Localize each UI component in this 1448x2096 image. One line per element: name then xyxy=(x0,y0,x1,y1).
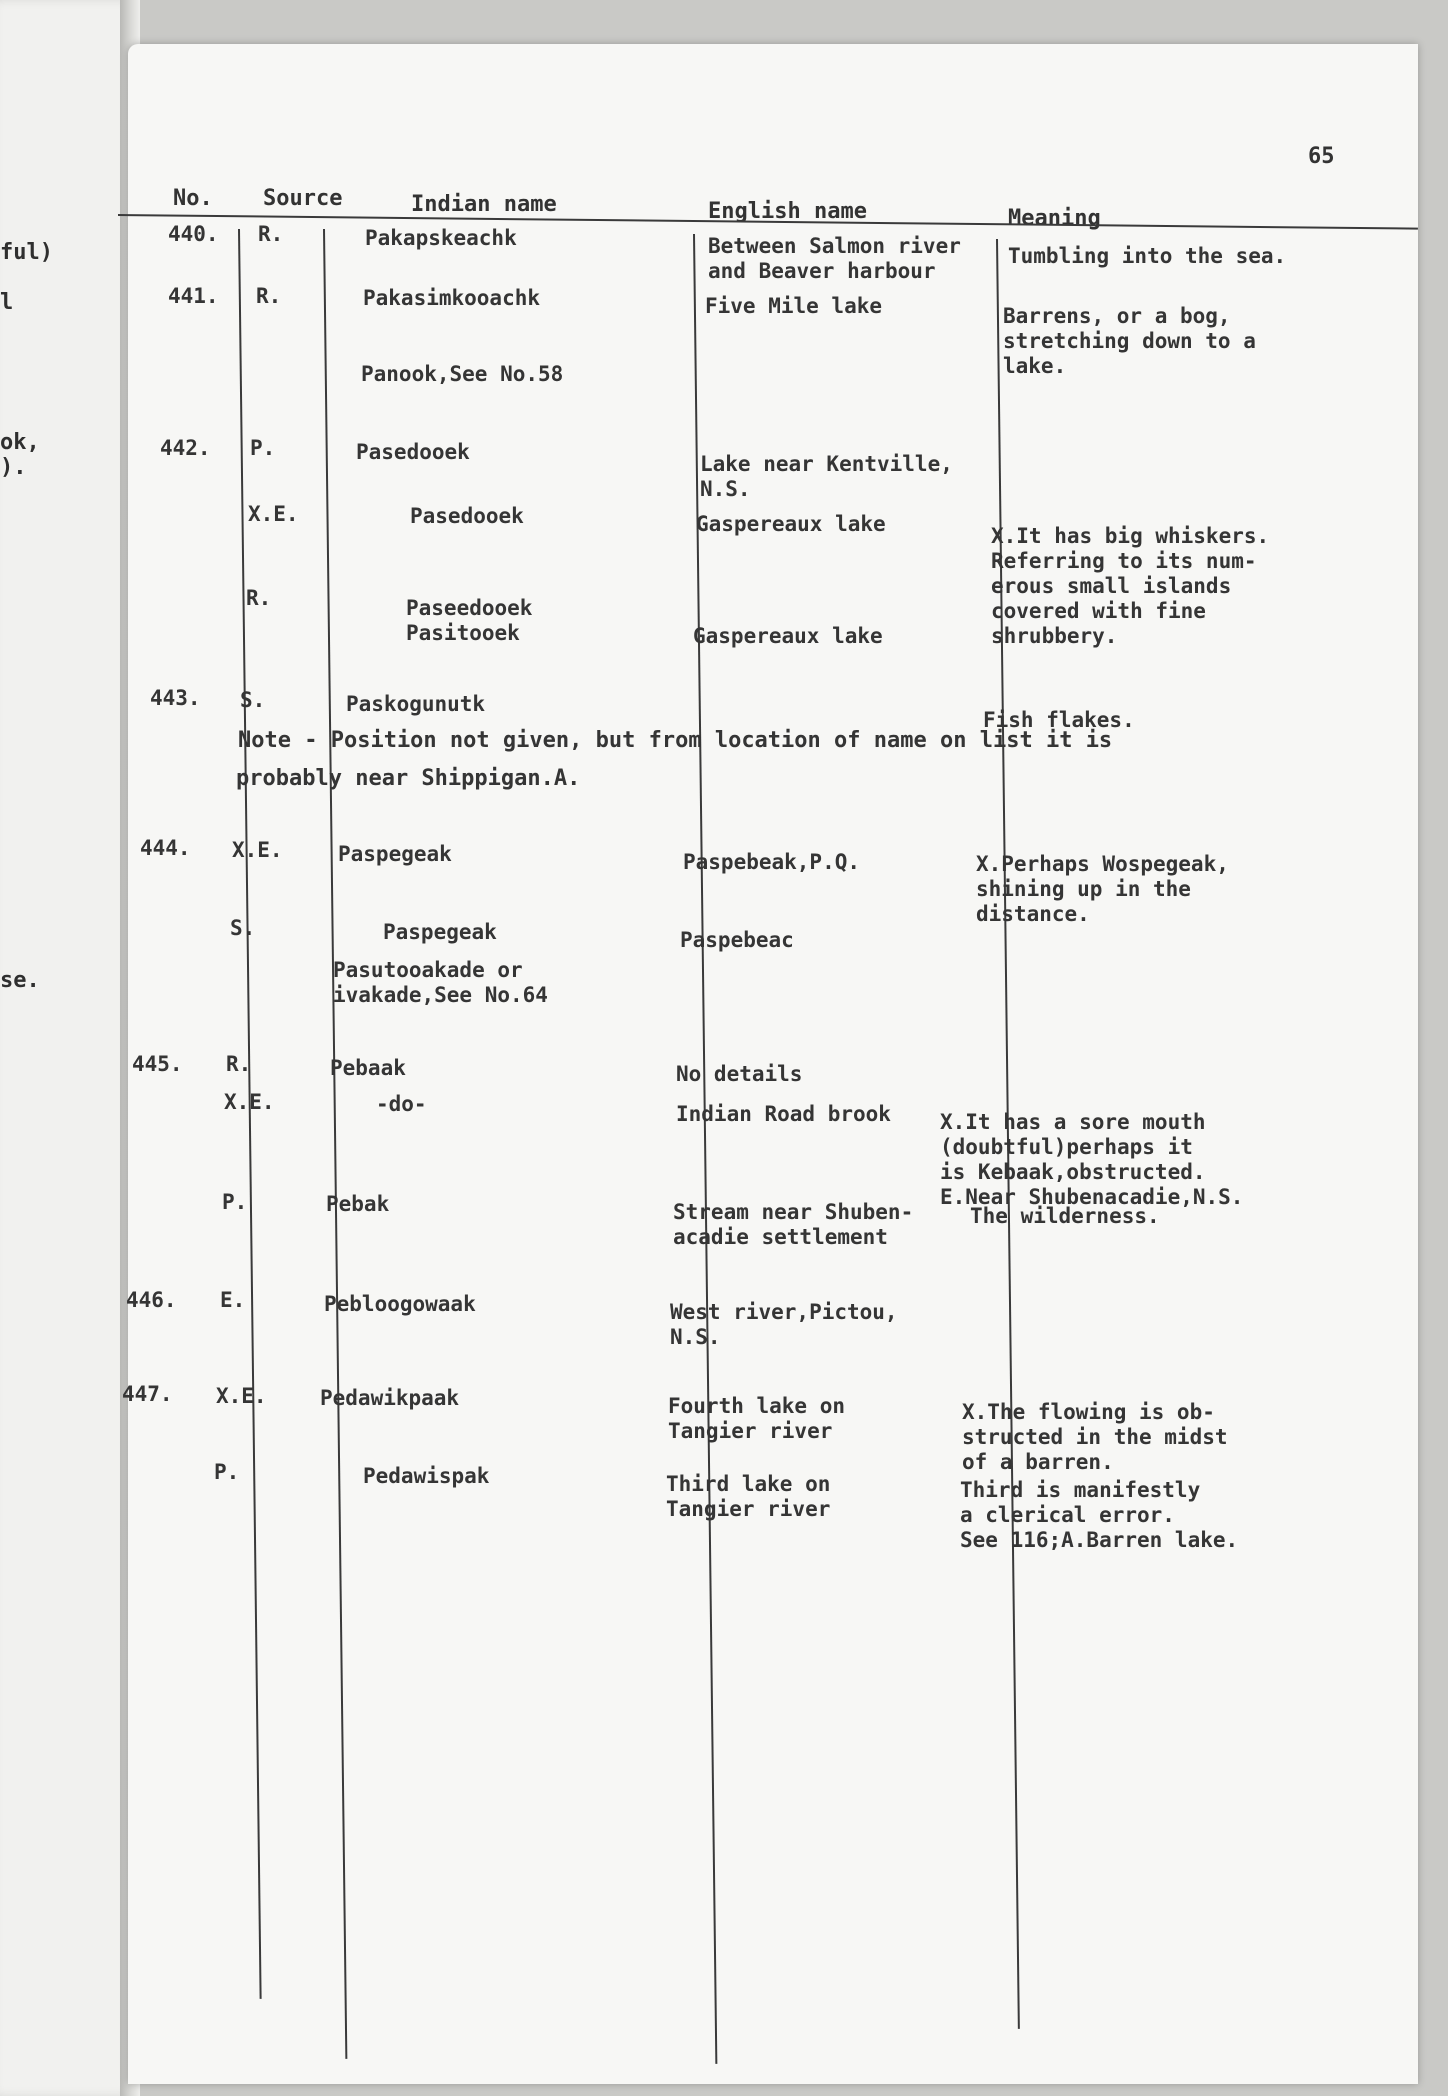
left-fragment-4: ). xyxy=(0,455,27,480)
rule-source-indian xyxy=(323,229,347,2059)
header-english-name: English name xyxy=(708,199,867,224)
entry-444-indian: Paspegeak xyxy=(338,842,452,866)
entry-445-p-source: P. xyxy=(222,1190,248,1214)
left-fragment-1: ful) xyxy=(0,240,53,265)
entry-445-p-indian: Pebak xyxy=(326,1192,390,1216)
entry-445-english: No details xyxy=(676,1062,803,1086)
entry-447-p-meaning: Third is manifestly a clerical error. See 116;A.Barren lake. xyxy=(960,1478,1239,1552)
entry-443-source: S. xyxy=(240,688,266,712)
entry-445-indian: Pebaak xyxy=(330,1056,406,1080)
entry-443-note-line1: Note - Position not given, but from location of name on list it is xyxy=(238,728,1113,753)
entry-440-meaning: Tumbling into the sea. xyxy=(1008,244,1287,268)
entry-445-xe-meaning: X.It has a sore mouth (doubtful)perhaps it is Kebaak,obstructed. E.Near Shubenacadie,N.S. xyxy=(940,1110,1244,1209)
entry-442-xe-source: X.E. xyxy=(248,502,299,526)
entry-444-s-indian: Paspegeak xyxy=(383,920,497,944)
entry-446-indian: Pebloogowaak xyxy=(324,1292,476,1316)
entry-panook-indian: Panook,See No.58 xyxy=(361,362,564,386)
entry-441-source: R. xyxy=(256,284,282,308)
entry-447-indian: Pedawikpaak xyxy=(320,1386,460,1410)
entry-446-no: 446. xyxy=(126,1288,177,1312)
entry-440-english: Between Salmon river and Beaver harbour xyxy=(708,234,961,283)
entry-445-no: 445. xyxy=(132,1052,183,1076)
entry-442-xe-english: Gaspereaux lake xyxy=(696,512,886,536)
entry-444-meaning: X.Perhaps Wospegeak, shining up in the distance. xyxy=(976,852,1229,926)
entry-443-indian: Paskogunutk xyxy=(346,692,486,716)
entry-447-p-indian: Pedawispak xyxy=(363,1464,490,1488)
entry-447-p-source: P. xyxy=(214,1460,240,1484)
entry-446-english: West river,Pictou, N.S. xyxy=(670,1300,898,1349)
entry-445-xe-source: X.E. xyxy=(224,1090,275,1114)
entry-445-xe-indian: -do- xyxy=(376,1092,427,1116)
entry-444-source: X.E. xyxy=(232,838,283,862)
entry-441-english: Five Mile lake xyxy=(705,294,883,318)
left-fragment-5: se. xyxy=(0,968,40,993)
entry-447-source: X.E. xyxy=(216,1384,267,1408)
entry-444-english: Paspebeak,P.Q. xyxy=(683,850,861,874)
entry-445-p-english: Stream near Shuben- acadie settlement xyxy=(673,1200,914,1249)
header-source: Source xyxy=(263,186,343,211)
entry-443-meaning: Fish flakes. xyxy=(983,708,1135,732)
left-fragment-2: l xyxy=(0,290,14,315)
entry-444-s-english: Paspebeac xyxy=(680,928,794,952)
entry-442-xe-meaning: X.It has big whiskers. Referring to its num- erous small islands covered with fine shrubbery. xyxy=(991,524,1270,648)
left-facing-page xyxy=(0,0,135,2096)
entry-442-no: 442. xyxy=(160,436,211,460)
entry-445-p-meaning: The wilderness. xyxy=(970,1204,1160,1228)
page-number: 65 xyxy=(1308,144,1335,169)
entry-441-indian: Pakasimkooachk xyxy=(363,286,541,310)
header-no: No. xyxy=(173,186,213,211)
entry-447-no: 447. xyxy=(122,1382,173,1406)
entry-442-source: P. xyxy=(250,436,276,460)
entry-441-meaning: Barrens, or a bog, stretching down to a lake. xyxy=(1003,304,1256,378)
entry-440-source: R. xyxy=(258,222,284,246)
entry-447-meaning: X.The flowing is ob- structed in the midst of a barren. xyxy=(962,1400,1228,1474)
entry-440-indian: Pakapskeachk xyxy=(365,226,517,250)
entry-443-no: 443. xyxy=(150,686,201,710)
entry-442-indian: Pasedooek xyxy=(356,440,470,464)
entry-447-english: Fourth lake on Tangier river xyxy=(668,1394,846,1443)
document-page xyxy=(122,44,1418,2084)
entry-442-r-source: R. xyxy=(246,586,272,610)
entry-447-p-english: Third lake on Tangier river xyxy=(666,1472,831,1521)
entry-441-no: 441. xyxy=(168,284,219,308)
entry-444-s-source: S. xyxy=(230,916,256,940)
entry-442-r-indian: Paseedooek Pasitooek xyxy=(406,596,533,645)
entry-443-note-line2: probably near Shippigan.A. xyxy=(236,766,581,791)
entry-440-no: 440. xyxy=(168,222,219,246)
header-meaning: Meaning xyxy=(1008,206,1101,231)
rule-indian-english xyxy=(693,234,717,2064)
entry-442-r-english: Gaspereaux lake xyxy=(693,624,883,648)
entry-445-source: R. xyxy=(226,1052,252,1076)
entry-pasutooakade-indian: Pasutooakade or ivakade,See No.64 xyxy=(333,958,548,1007)
entry-446-source: E. xyxy=(220,1288,246,1312)
entry-445-xe-english: Indian Road brook xyxy=(676,1102,891,1126)
entry-442-english: Lake near Kentville, N.S. xyxy=(700,452,953,501)
entry-444-no: 444. xyxy=(140,836,191,860)
left-fragment-3: ok, xyxy=(0,430,40,455)
entry-442-xe-indian: Pasedooek xyxy=(410,504,524,528)
header-indian-name: Indian name xyxy=(411,192,557,217)
